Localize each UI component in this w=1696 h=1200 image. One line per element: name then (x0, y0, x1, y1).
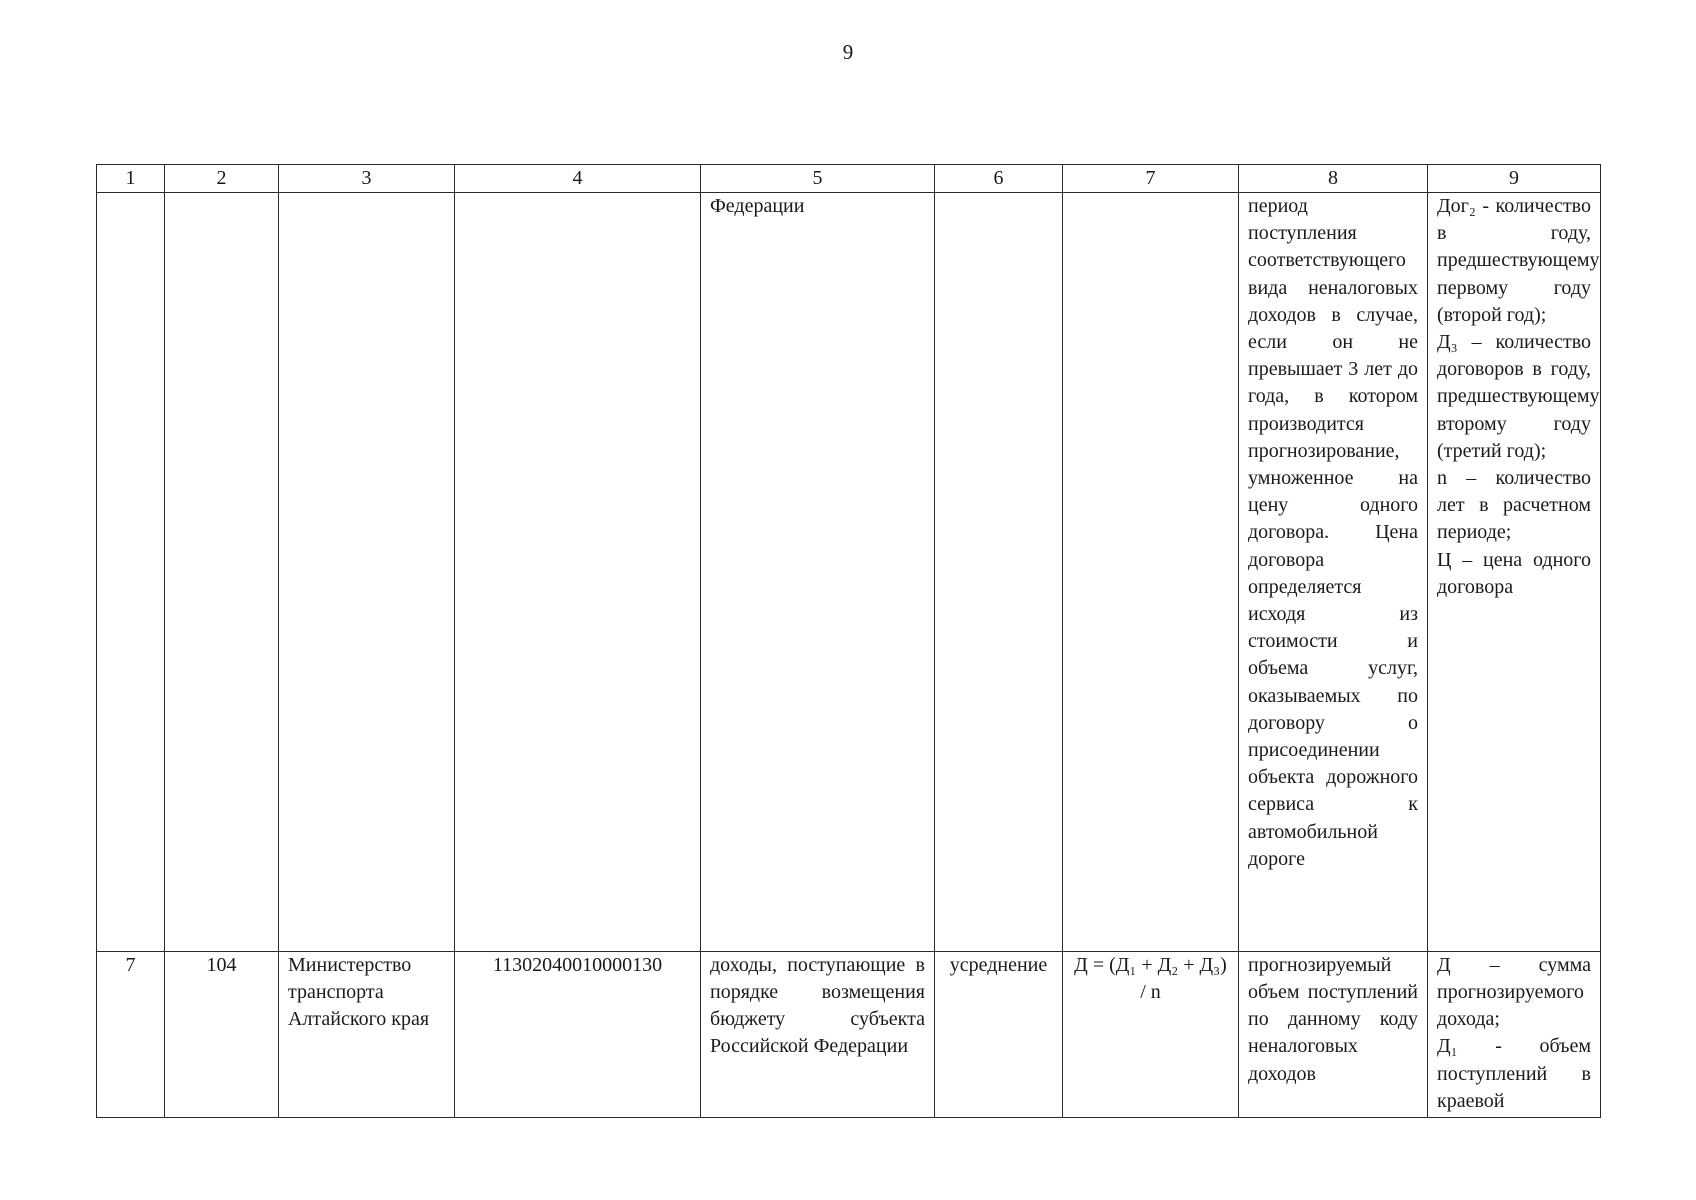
page-number: 9 (842, 40, 854, 64)
cell-method (935, 193, 1063, 952)
cell-revenue-name: Федерации (701, 193, 935, 952)
cell-indicators: Д – сумма прогнозируемого дохода; Д₁ - объем поступлений в краевой (1428, 951, 1601, 1117)
column-header: 9 (1428, 165, 1601, 193)
column-header: 1 (97, 165, 165, 193)
revenue-methodology-table (96, 164, 1601, 1118)
cell-code: 104 (165, 951, 279, 1117)
table-row-continuation (97, 193, 1601, 952)
cell-kbk (455, 193, 701, 952)
column-header: 5 (701, 165, 935, 193)
header-row (97, 165, 1601, 193)
cell-row-number: 7 (97, 951, 165, 1117)
column-header: 6 (935, 165, 1063, 193)
column-header: 2 (165, 165, 279, 193)
cell-administrator: Министерство транспорта Алтайского края (279, 951, 455, 1117)
column-header: 7 (1063, 165, 1239, 193)
column-header: 3 (279, 165, 455, 193)
cell-formula: Д = (Д₁ + Д₂ + Д₃) / n (1063, 951, 1239, 1117)
column-header: 4 (455, 165, 701, 193)
cell-indicators: Дог₂ - количество в году, предшествующему первому году (второй год); Д₃ – количество договоров в году, предшествующему второму году (третий год); n – количество лет в расчетном периоде; Ц – цена одного договора (1428, 193, 1601, 952)
cell-kbk: 11302040010000130 (455, 951, 701, 1117)
cell-revenue-name: доходы, поступающие в порядке возмещения бюджету субъекта Российской Федерации (701, 951, 935, 1117)
cell-formula (1063, 193, 1239, 952)
cell-administrator (279, 193, 455, 952)
cell-code (165, 193, 279, 952)
cell-algorithm: период поступления соответствующего вида неналоговых доходов в случае, если он не превышает 3 лет до года, в котором производится прогнозирование, умноженное на цену одного договора. Цена договора определяется исходя из стоимости и объема услуг, оказываемых по договору о присоединении объекта дорожного сервиса к автомобильной дороге (1239, 193, 1428, 952)
column-header: 8 (1239, 165, 1428, 193)
cell-row-number (97, 193, 165, 952)
table-row (97, 951, 1601, 1117)
cell-method: усреднение (935, 951, 1063, 1117)
cell-algorithm: прогнозируемый объем поступлений по данному коду неналоговых доходов (1239, 951, 1428, 1117)
